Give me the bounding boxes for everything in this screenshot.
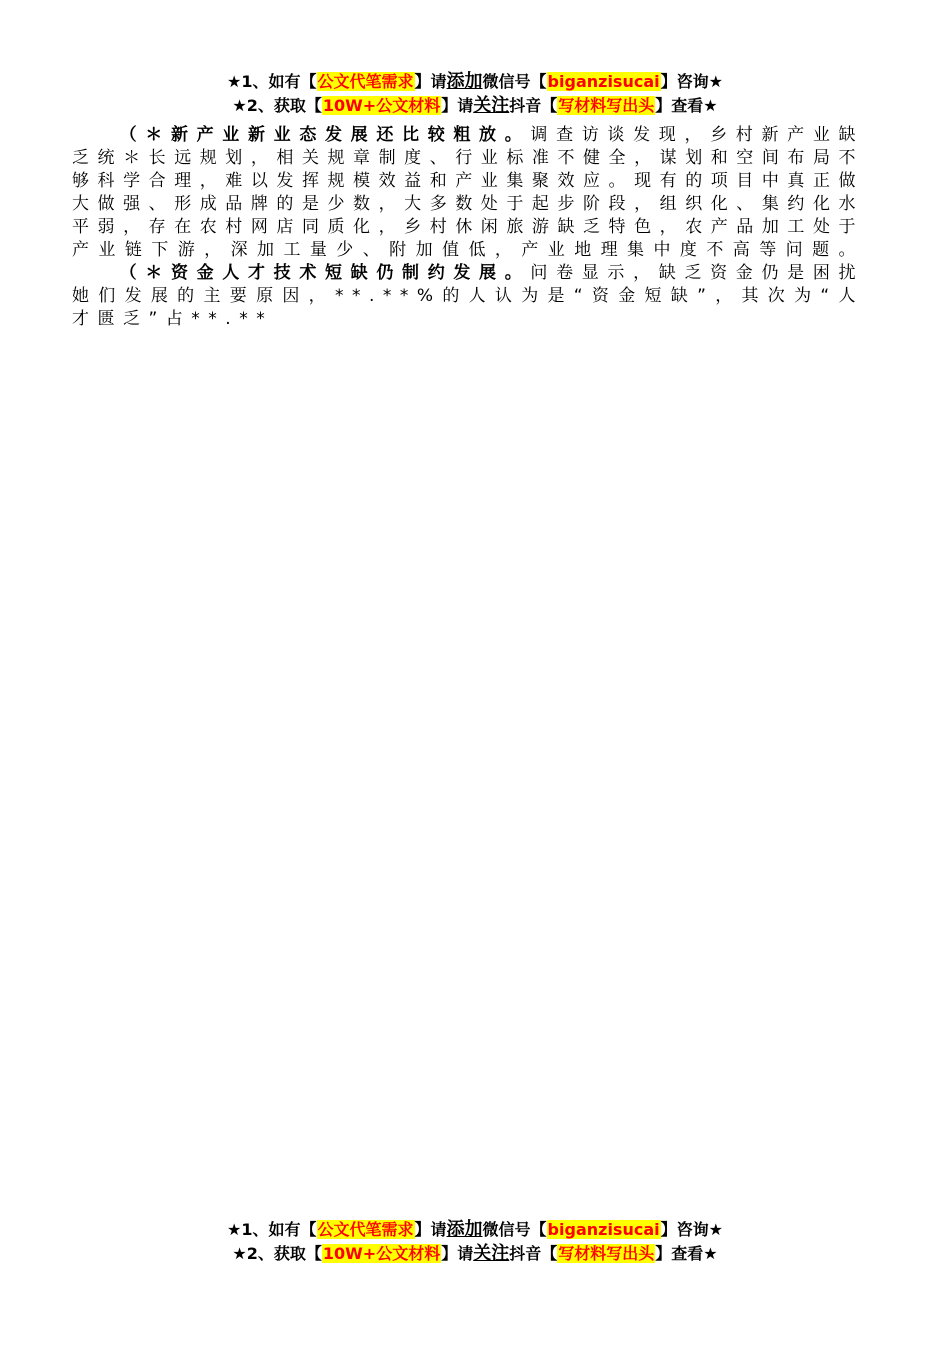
promo-1-suffix: 】咨询★ (660, 1220, 723, 1239)
promo-line-2 (0, 1242, 950, 1266)
promo-2-text: 】请 (441, 96, 474, 115)
document-body (72, 124, 864, 331)
promo-1-text: 】请 (414, 1220, 447, 1239)
paragraph-text: 调查访谈发现，乡村新产业缺乏统＊长远规划，相关规章制度、行业标准不健全，谋划和空间布局不够科学合理，难以发挥规模效益和产业集聚效应。现有的项目中真正做大做强、形成品牌的是少数，大多数处于起步阶段，组织化、集约化水平弱，存在农村网店同质化，乡村休闲旅游缺乏特色，农产品加工处于产业链下游，深加工量少、附加值低，产业地理集中度不高等问题。 (72, 125, 865, 260)
footer-promo-banner (0, 1218, 950, 1266)
promo-1-text: 】请 (414, 72, 447, 91)
promo-1-suffix: 】咨询★ (660, 72, 723, 91)
promo-1-highlight-wechat: biganzisucai (547, 72, 660, 91)
promo-2-suffix: 】查看★ (655, 96, 718, 115)
promo-2-highlight-materials: 10W+公文材料 (322, 1244, 441, 1263)
promo-1-highlight-wechat: biganzisucai (547, 1220, 660, 1239)
header-promo-banner (0, 70, 950, 118)
promo-line-2 (0, 94, 950, 118)
promo-2-highlight-materials: 10W+公文材料 (322, 96, 441, 115)
promo-1-highlight-service: 公文代笔需求 (317, 72, 414, 91)
promo-1-prefix: ★1、如有【 (227, 1220, 317, 1239)
paragraph-funding (72, 262, 864, 331)
paragraph-text: 问卷显示，缺乏资金仍是困扰她们发展的主要原因，**.**%的人认为是“资金短缺”，其次为“人才匮乏”占**.** (72, 263, 865, 329)
promo-2-text-2: 抖音【 (509, 1244, 558, 1263)
promo-1-text-2: 微信号【 (482, 1220, 547, 1239)
promo-2-highlight-account: 写材料写出头 (558, 96, 655, 115)
paragraph-industry (72, 124, 864, 262)
promo-line-1 (0, 1218, 950, 1242)
promo-1-highlight-service: 公文代笔需求 (317, 1220, 414, 1239)
promo-2-highlight-account: 写材料写出头 (558, 1244, 655, 1263)
promo-1-prefix: ★1、如有【 (227, 72, 317, 91)
promo-1-emphasis: 添加 (446, 71, 483, 92)
promo-2-emphasis: 关注 (473, 1243, 510, 1264)
promo-line-1 (0, 70, 950, 94)
paragraph-heading: （＊资金人才技术短缺仍制约发展。 (119, 263, 531, 283)
promo-2-suffix: 】查看★ (655, 1244, 718, 1263)
promo-2-prefix: ★2、获取【 (232, 1244, 322, 1263)
promo-2-text-2: 抖音【 (509, 96, 558, 115)
promo-2-emphasis: 关注 (473, 95, 510, 116)
promo-2-prefix: ★2、获取【 (232, 96, 322, 115)
promo-1-text-2: 微信号【 (482, 72, 547, 91)
promo-1-emphasis: 添加 (446, 1219, 483, 1240)
paragraph-heading: （＊新产业新业态发展还比较粗放。 (119, 125, 531, 145)
promo-2-text: 】请 (441, 1244, 474, 1263)
